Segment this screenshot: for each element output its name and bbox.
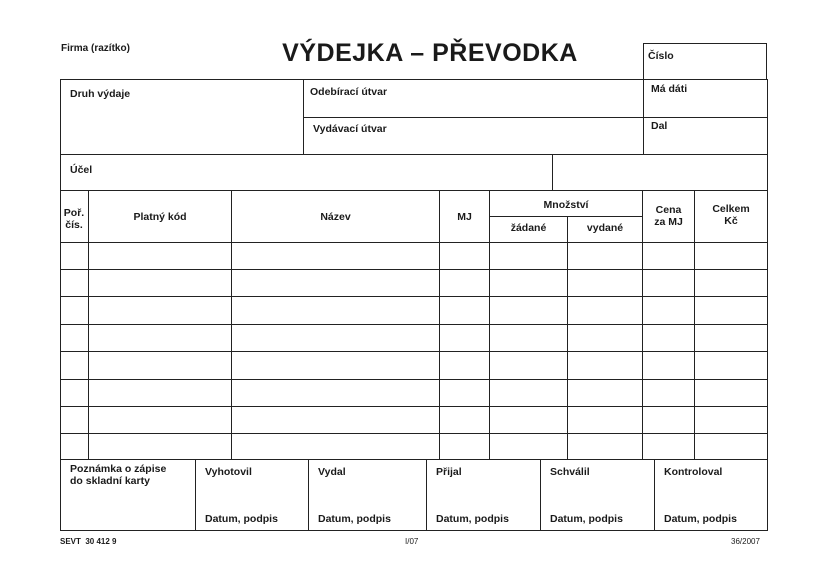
- issued-label: Vydal: [318, 466, 346, 478]
- table-row[interactable]: [61, 407, 767, 433]
- debit-label: Má dáti: [651, 83, 688, 95]
- table-row[interactable]: [61, 325, 767, 351]
- col-header-unit: MJ: [457, 211, 472, 223]
- note-label-line1: Poznámka o zápise: [70, 463, 167, 475]
- year-code: 36/2007: [731, 537, 760, 546]
- table-row[interactable]: [61, 434, 767, 459]
- issue-type-label: Druh výdaje: [70, 88, 131, 100]
- form-code: SEVT 30 412 9: [60, 537, 117, 546]
- purpose-field[interactable]: [61, 155, 551, 190]
- purpose-extra-field[interactable]: [553, 155, 767, 190]
- edition: I/07: [405, 537, 419, 546]
- note-label: [70, 463, 166, 487]
- col-header-code: Platný kód: [133, 211, 187, 223]
- col-header-no: [60, 207, 88, 231]
- col-header-price: [643, 204, 694, 228]
- col-header-requested: žádané: [510, 222, 547, 234]
- table-row[interactable]: [61, 270, 767, 296]
- date-sign-label: Datum, podpis: [318, 513, 391, 525]
- table-row[interactable]: [61, 297, 767, 324]
- receiving-unit-label: Odebírací útvar: [310, 86, 388, 98]
- page-title: VÝDEJKA – PŘEVODKA: [282, 39, 578, 67]
- received-label: Přijal: [436, 466, 462, 478]
- col-header-no-line1: Poř.: [63, 207, 85, 219]
- date-sign-label: Datum, podpis: [550, 513, 623, 525]
- col-header-total: [695, 203, 767, 227]
- col-header-total-line1: Celkem: [712, 203, 750, 215]
- date-sign-label: Datum, podpis: [664, 513, 737, 525]
- date-sign-label: Datum, podpis: [436, 513, 509, 525]
- col-header-name: Název: [320, 211, 351, 223]
- table-row[interactable]: [61, 352, 767, 379]
- issuing-unit-label: Vydávací útvar: [313, 123, 387, 135]
- prepared-label: Vyhotovil: [205, 466, 252, 478]
- purpose-label: Účel: [70, 164, 93, 176]
- checked-label: Kontroloval: [664, 466, 723, 478]
- approved-label: Schválil: [550, 466, 590, 478]
- table-row[interactable]: [61, 243, 767, 269]
- col-header-price-line2: za MJ: [654, 216, 683, 228]
- note-label-line2: do skladní karty: [70, 475, 150, 487]
- number-label: Číslo: [648, 50, 674, 62]
- date-sign-label: Datum, podpis: [205, 513, 278, 525]
- col-header-quantity: Množství: [543, 199, 589, 211]
- table-row[interactable]: [61, 380, 767, 406]
- col-header-issued: vydané: [586, 222, 624, 234]
- divider: [489, 216, 642, 217]
- stamp-label: Firma (razítko): [61, 43, 130, 54]
- col-header-price-line1: Cena: [655, 204, 682, 216]
- col-header-total-line2: Kč: [724, 215, 738, 227]
- credit-label: Dal: [651, 120, 668, 132]
- col-header-no-line2: čís.: [65, 219, 83, 231]
